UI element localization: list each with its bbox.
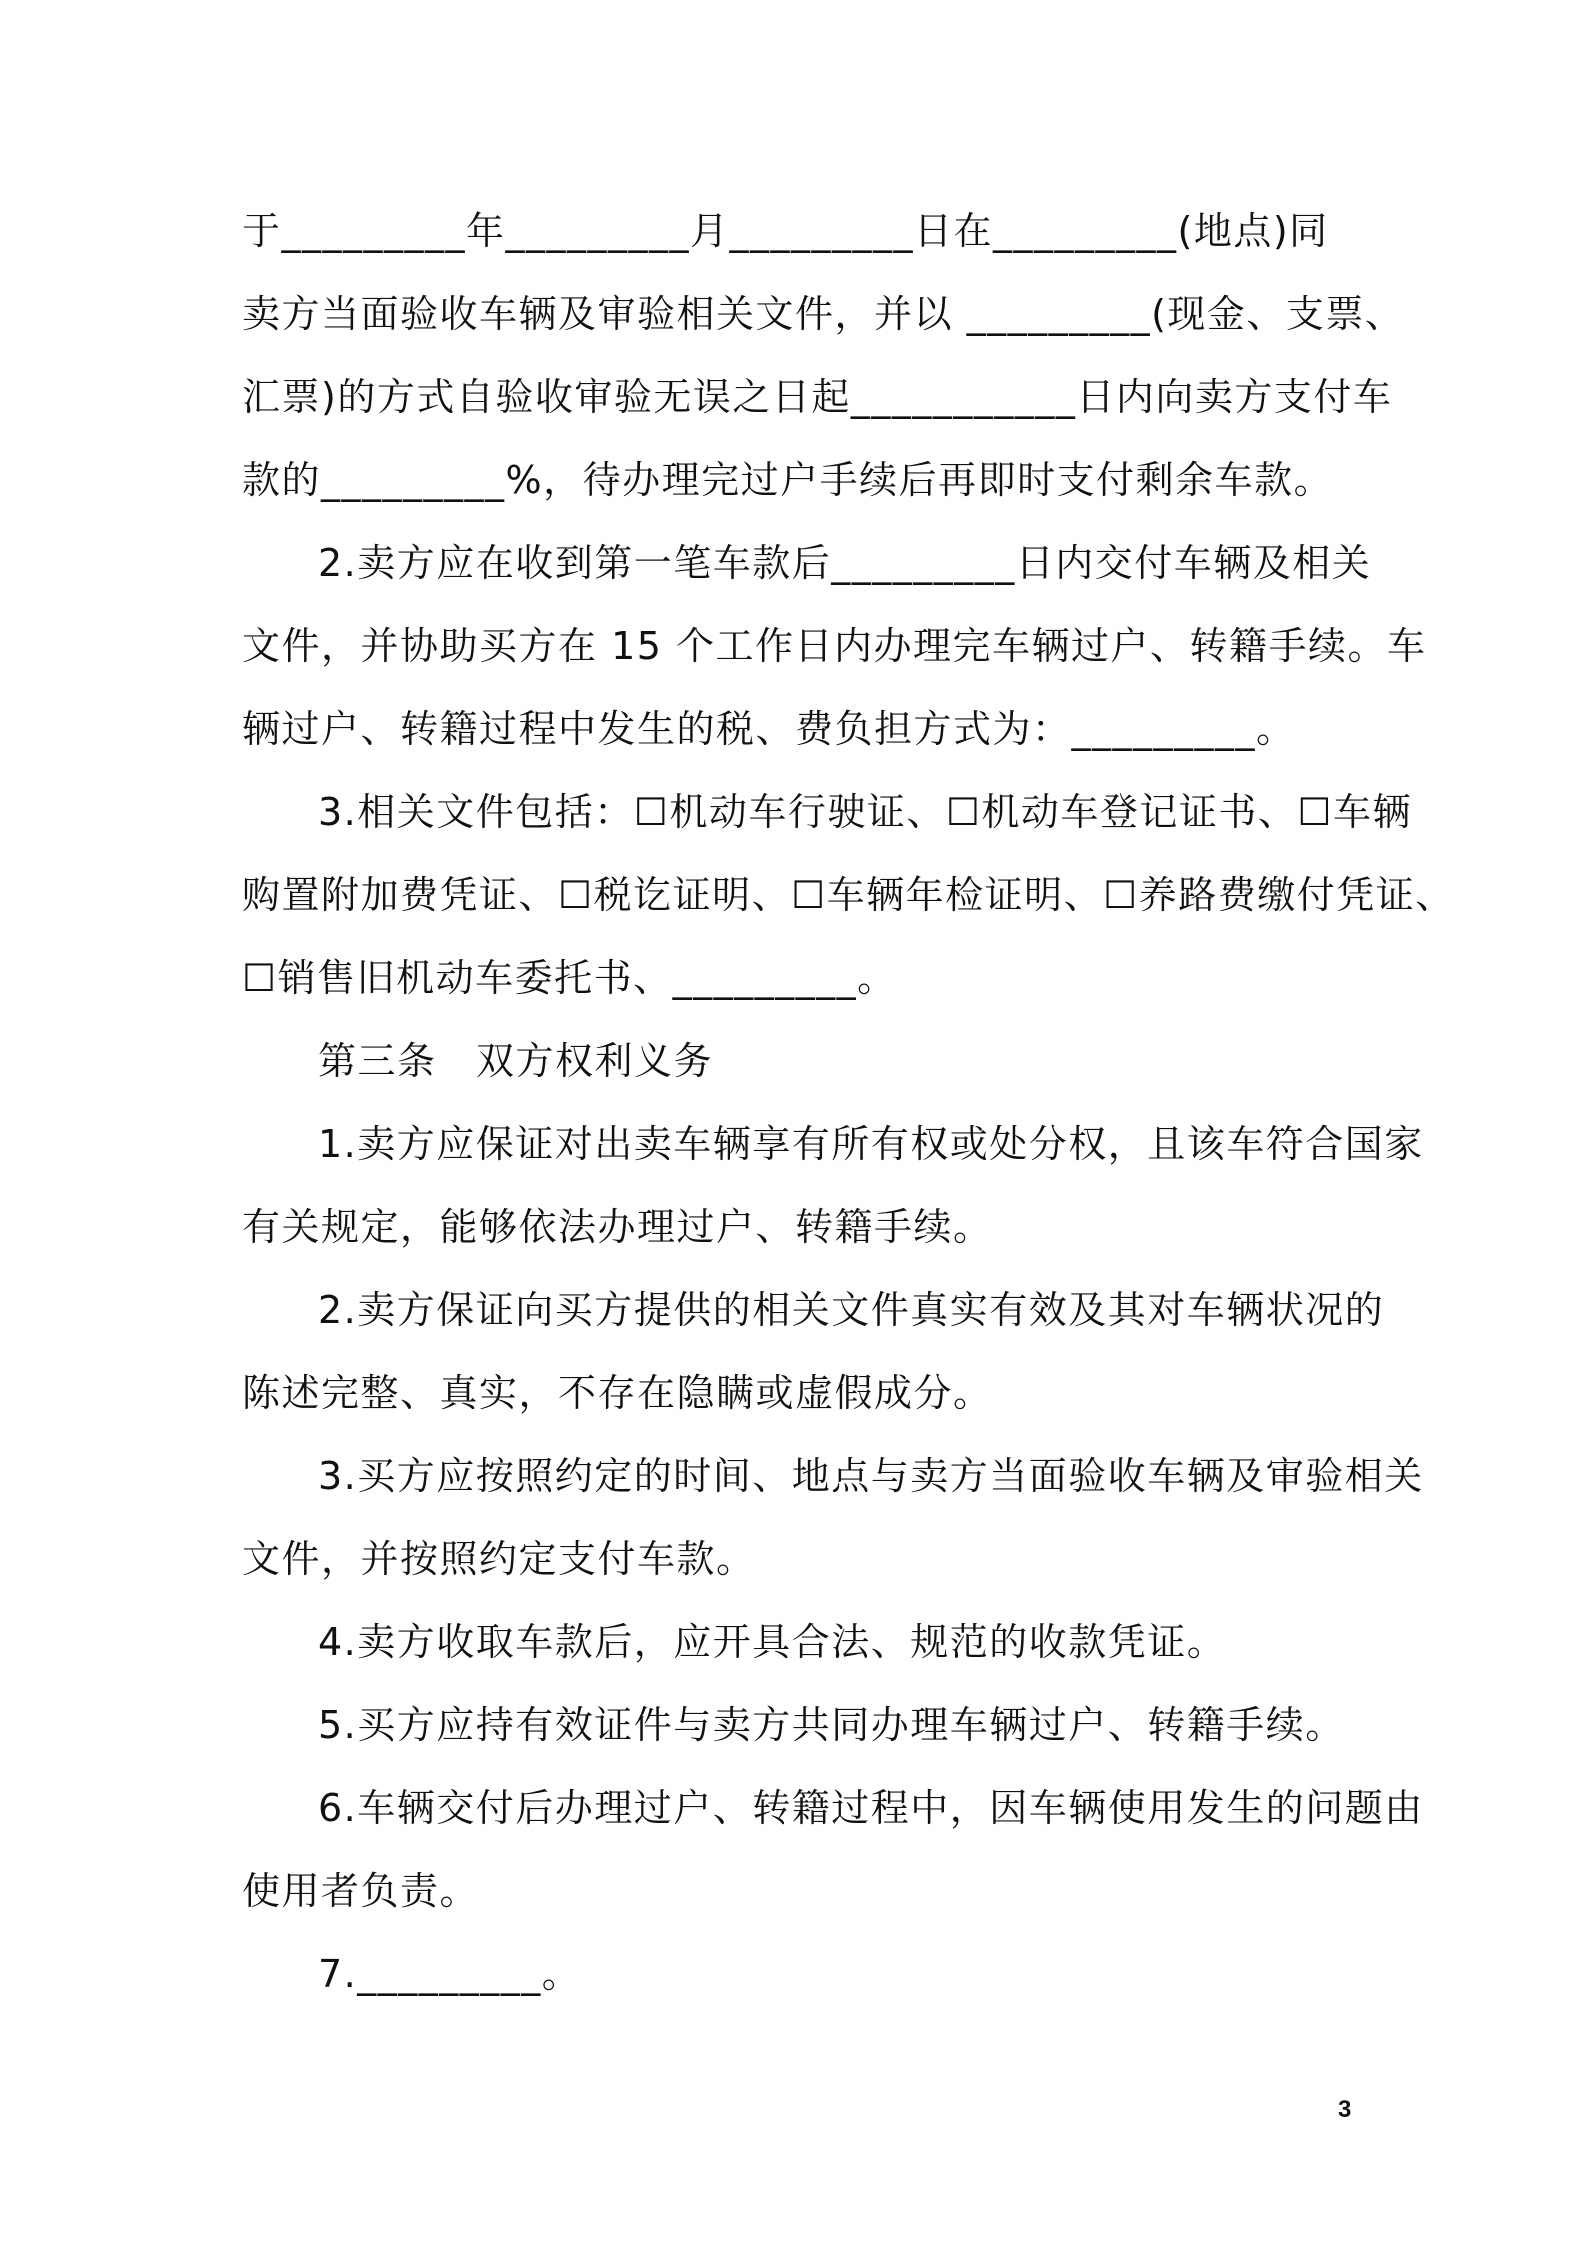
text-line: 4.卖方收取车款后，应开具合法、规范的收款凭证。	[318, 1620, 1227, 1664]
text-line: 辆过户、转籍过程中发生的税、费负担方式为：_________。	[242, 707, 1296, 751]
section-heading: 第三条 双方权利义务	[318, 1039, 714, 1083]
text-line: 2.卖方保证向买方提供的相关文件真实有效及其对车辆状况的	[318, 1288, 1385, 1332]
text-line: ☐销售旧机动车委托书、_________。	[242, 956, 897, 1000]
text-line: 卖方当面验收车辆及审验相关文件，并以 _________(现金、支票、	[242, 292, 1405, 336]
text-line: 1.卖方应保证对出卖车辆享有所有权或处分权，且该车符合国家	[318, 1122, 1424, 1166]
text-line: 有关规定，能够依法办理过户、转籍手续。	[242, 1205, 993, 1249]
text-line: 3.买方应按照约定的时间、地点与卖方当面验收车辆及审验相关	[318, 1454, 1424, 1498]
text-line: 7._________。	[318, 1952, 582, 1996]
text-line: 5.买方应持有效证件与卖方共同办理车辆过户、转籍手续。	[318, 1703, 1345, 1747]
text-line: 汇票)的方式自验收审验无误之日起___________日内向卖方支付车	[242, 375, 1393, 419]
text-line: 使用者负责。	[242, 1869, 480, 1913]
text-line: 文件，并按照约定支付车款。	[242, 1537, 756, 1581]
text-line: 于_________年_________月_________日在_________(地点)同	[242, 209, 1329, 253]
text-line: 陈述完整、真实，不存在隐瞒或虚假成分。	[242, 1371, 993, 1415]
text-line: 3.相关文件包括：☐机动车行驶证、☐机动车登记证书、☐车辆	[318, 790, 1412, 834]
page-number: 3	[1338, 2096, 1352, 2123]
text-line: 文件，并协助买方在 15 个工作日内办理完车辆过户、转籍手续。车	[242, 624, 1427, 668]
text-line: 购置附加费凭证、☐税讫证明、☐车辆年检证明、☐养路费缴付凭证、	[242, 873, 1455, 917]
text-line: 2.卖方应在收到第一笔车款后_________日内交付车辆及相关	[318, 541, 1372, 585]
text-line: 6.车辆交付后办理过户、转籍过程中，因车辆使用发生的问题由	[318, 1786, 1424, 1830]
text-line: 款的_________%，待办理完过户手续后再即时支付剩余车款。	[242, 458, 1334, 502]
